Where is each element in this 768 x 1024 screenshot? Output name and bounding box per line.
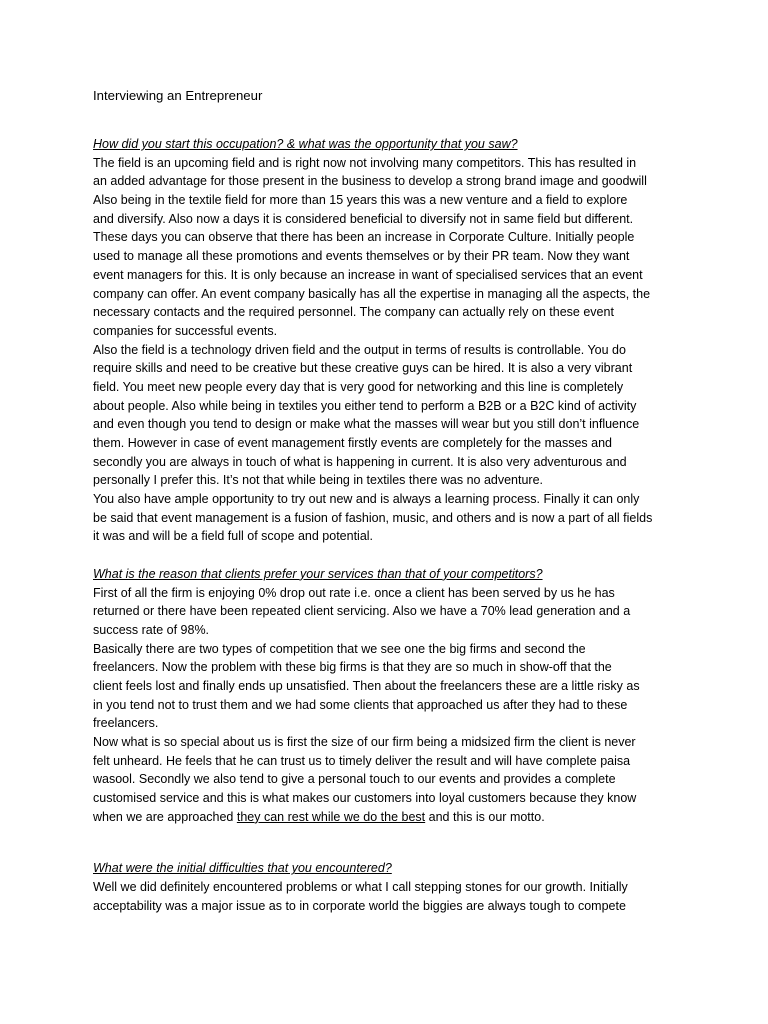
answer-line: personally I prefer this. It’s not that while being in textiles there was no adventure.	[93, 473, 544, 488]
question-2: What is the reason that clients prefer your services than that of your competitors?	[93, 566, 543, 581]
answer-line: an added advantage for those present in the business to develop a strong brand image and goodwill	[93, 174, 647, 189]
answer-line: Basically there are two types of competition that we see one the big firms and second the	[93, 641, 586, 656]
answer-line: used to manage all these promotions and events themselves or by their PR team. Now they want	[93, 249, 630, 264]
answer-line: client feels lost and finally ends up unsatisfied. Then about the freelancers these are a little risky as	[93, 678, 640, 693]
answer-line: in you tend not to trust them and we had some clients that approached us after they had to these	[93, 697, 628, 712]
answer-line: Now what is so special about us is first the size of our firm being a midsized firm the client is never	[93, 735, 636, 750]
question-3: What were the initial difficulties that you encountered?	[93, 861, 392, 876]
answer-line: returned or there have been repeated client servicing. Also we have a 70% lead generation and a	[93, 604, 631, 619]
answer-3	[93, 878, 677, 915]
answer-line: Also being in the textile field for more than 15 years this was a new venture and a field to explore	[93, 193, 628, 208]
answer-line: be said that event management is a fusion of fashion, music, and others and is now a part of all fields	[93, 510, 653, 525]
answer-line: companies for successful events.	[93, 323, 278, 338]
motto-suffix: and this is our motto.	[425, 809, 545, 824]
answer-line: customised service and this is what makes our customers into loyal customers because they know	[93, 791, 637, 806]
answer-line: You also have ample opportunity to try out new and is always a learning process. Finally it can only	[93, 492, 640, 507]
answer-1	[93, 154, 677, 546]
answer-2	[93, 584, 677, 827]
answer-line: freelancers. Now the problem with these big firms is that they are so much in show-off that the	[93, 660, 612, 675]
answer-line: Also the field is a technology driven field and the output in terms of results is controllable. You do	[93, 342, 626, 357]
answer-line: secondly you are always in touch of what is happening in current. It is also very adventurous and	[93, 454, 627, 469]
motto-prefix: when we are approached	[93, 809, 237, 824]
answer-line: about people. Also while being in textiles you either tend to perform a B2B or a B2C kind of activity	[93, 398, 637, 413]
answer-line: success rate of 98%.	[93, 622, 210, 637]
question-1: How did you start this occupation? & what was the opportunity that you saw?	[93, 137, 518, 151]
answer-line: acceptability was a major issue as to in corporate world the biggies are always tough to compete	[93, 898, 626, 913]
motto-underlined: they can rest while we do the best	[236, 809, 426, 824]
answer-line: necessary contacts and the required personnel. The company can actually rely on these event	[93, 305, 614, 320]
answer-line: company can offer. An event company basically has all the expertise in managing all the aspects, the	[93, 286, 651, 301]
answer-line: and even though you tend to design or make what the masses will wear but you still don’t influence	[93, 417, 640, 432]
answer-line: them. However in case of event management firstly events are completely for the masses and	[93, 436, 612, 451]
document-body	[93, 135, 677, 916]
answer-line: The field is an upcoming field and is right now not involving many competitors. This has resulted in	[93, 155, 637, 170]
answer-line: felt unheard. He feels that he can trust us to timely deliver the result and will have complete paisa	[93, 753, 631, 768]
answer-line: field. You meet new people every day that is very good for networking and this line is completely	[93, 379, 624, 394]
answer-line: and diversify. Also now a days it is considered beneficial to diversify not in same field but different.	[93, 211, 634, 226]
answer-line-motto	[93, 808, 677, 827]
answer-line: First of all the firm is enjoying 0% drop out rate i.e. once a client has been served by us he has	[93, 585, 615, 600]
answer-line: require skills and need to be creative but these creative guys can be hired. It is also a very vibrant	[93, 361, 633, 376]
answer-line: it was and will be a field full of scope and potential.	[93, 529, 374, 544]
answer-line: wasool. Secondly we also tend to give a personal touch to our events and provides a complete	[93, 772, 616, 787]
answer-line: These days you can observe that there has been an increase in Corporate Culture. Initially people	[93, 230, 635, 245]
answer-line: Well we did definitely encountered problems or what I call stepping stones for our growth. Initially	[93, 880, 628, 895]
document-title: Interviewing an Entrepreneur	[93, 88, 263, 103]
answer-line: event managers for this. It is only because an increase in want of specialised services that an event	[93, 267, 643, 282]
answer-line: freelancers.	[93, 716, 159, 731]
